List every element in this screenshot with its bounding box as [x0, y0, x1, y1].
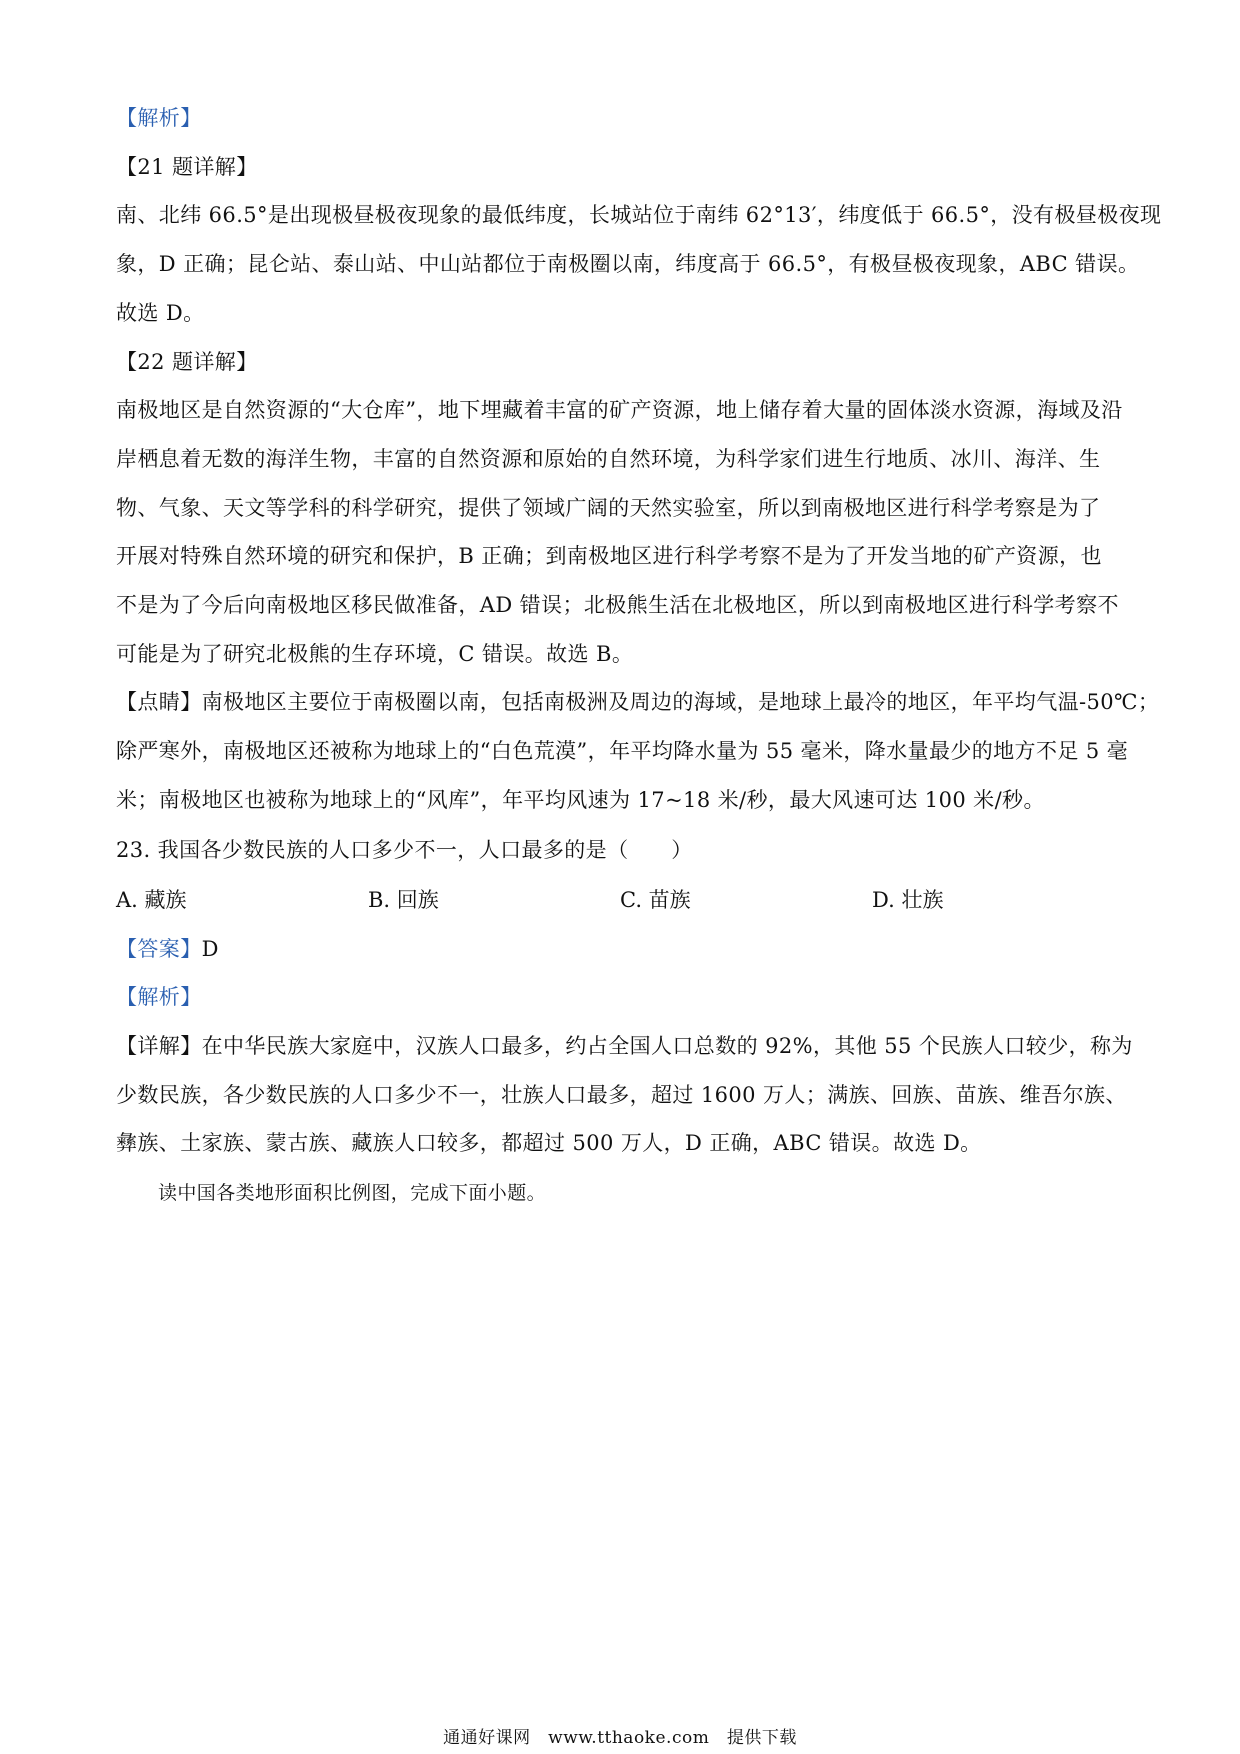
page-footer: 通通好课网 www.tthaoke.com 提供下载 [443, 1728, 797, 1748]
tip-line: 【点睛】南极地区主要位于南极圈以南，包括南极洲及周边的海域，是地球上最冷的地区，年平均气温-50℃； [116, 690, 1160, 714]
option-a: A. 藏族 [116, 888, 187, 912]
answer-value: D [201, 937, 219, 961]
answer-label: 【答案】 [116, 937, 202, 961]
tip-line: 除严寒外，南极地区还被称为地球上的“白色荒漠”，年平均降水量为 55 毫米，降水量最少的地方不足 5 毫 [116, 739, 1129, 763]
option-c: C. 苗族 [620, 888, 691, 912]
q22-header: 【22 题详解】 [116, 350, 258, 374]
q23-detail-line: 彝族、土家族、蒙古族、藏族人口较多，都超过 500 万人，D 正确，ABC 错误。故选 D。 [116, 1131, 982, 1155]
q21-header: 【21 题详解】 [116, 155, 258, 179]
q23-answer [116, 933, 1136, 965]
q22-line: 可能是为了研究北极熊的生存环境，C 错误。故选 B。 [116, 642, 634, 666]
next-question-intro: 读中国各类地形面积比例图，完成下面小题。 [158, 1182, 547, 1204]
analysis-header: 【解析】 [116, 106, 202, 130]
q22-line: 南极地区是自然资源的“大仓库”，地下埋藏着丰富的矿产资源，地上储存着大量的固体淡水资源，海域及沿 [116, 398, 1123, 422]
q23-detail-line: 少数民族，各少数民族的人口多少不一，壮族人口最多，超过 1600 万人；满族、回族、苗族、维吾尔族、 [116, 1083, 1127, 1107]
q23-question: 23. 我国各少数民族的人口多少不一，人口最多的是（ ） [116, 838, 693, 862]
q22-line: 物、气象、天文等学科的科学研究，提供了领域广阔的天然实验室，所以到南极地区进行科学考察是为了 [116, 496, 1101, 520]
q23-detail-line: 【详解】在中华民族大家庭中，汉族人口最多，约占全国人口总数的 92%，其他 55 个民族人口较少，称为 [116, 1034, 1133, 1058]
tip-line: 米；南极地区也被称为地球上的“风库”，年平均风速为 17~18 米/秒，最大风速可达 100 米/秒。 [116, 788, 1045, 812]
q21-line: 南、北纬 66.5°是出现极昼极夜现象的最低纬度，长城站位于南纬 62°13′，纬度低于 66.5°，没有极昼极夜现 [116, 203, 1162, 227]
option-d: D. 壮族 [872, 888, 944, 912]
option-b: B. 回族 [368, 888, 439, 912]
q23-analysis-header: 【解析】 [116, 985, 202, 1009]
q22-line: 岸栖息着无数的海洋生物，丰富的自然资源和原始的自然环境，为科学家们进生行地质、冰川、海洋、生 [116, 447, 1101, 471]
q22-line: 开展对特殊自然环境的研究和保护，B 正确；到南极地区进行科学考察不是为了开发当地的矿产资源，也 [116, 544, 1102, 568]
q21-line: 故选 D。 [116, 301, 205, 325]
q22-line: 不是为了今后向南极地区移民做准备，AD 错误；北极熊生活在北极地区，所以到南极地区进行科学考察不 [116, 593, 1119, 617]
q21-line: 象，D 正确；昆仑站、泰山站、中山站都位于南极圈以南，纬度高于 66.5°，有极昼极夜现象，ABC 错误。 [116, 252, 1140, 276]
